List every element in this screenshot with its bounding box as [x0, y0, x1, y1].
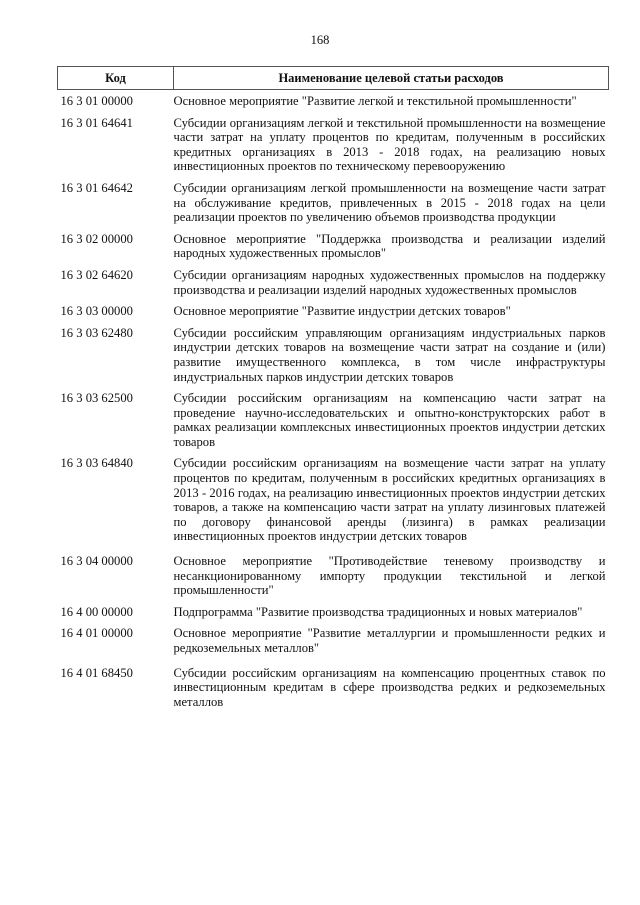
table-row	[58, 177, 609, 228]
table-row	[58, 90, 609, 112]
row-name: Основное мероприятие "Развитие металлургии и промышленности редких и редкоземельных металлов"	[173, 626, 606, 655]
row-code: 16 4 01 68450	[60, 665, 133, 680]
row-code: 16 3 04 00000	[60, 554, 133, 569]
row-code: 16 4 01 00000	[60, 626, 133, 641]
header-code: Код	[58, 67, 174, 90]
row-code: 16 3 01 64641	[60, 115, 133, 130]
row-code: 16 3 03 00000	[60, 304, 133, 319]
header-name: Наименование целевой статьи расходов	[174, 67, 609, 90]
table-row	[58, 322, 609, 387]
row-name: Субсидии российским организациям на компенсацию процентных ставок по инвестиционным кредитам в сфере производства редких и редкоземельных металлов	[173, 665, 606, 709]
table-row	[58, 550, 609, 601]
row-name: Основное мероприятие "Противодействие теневому производству и несанкционированному импорту продукции текстильной и легкой промышленности"	[173, 554, 606, 598]
table-row	[58, 112, 609, 177]
table-row	[58, 387, 609, 452]
table-row	[58, 601, 609, 623]
row-name: Подпрограмма "Развитие производства традиционных и новых материалов"	[173, 604, 583, 619]
page-number: 168	[310, 33, 330, 47]
row-name: Основное мероприятие "Развитие индустрии детских товаров"	[173, 304, 511, 319]
row-code: 16 3 03 62500	[60, 391, 133, 406]
row-name: Субсидии российским управляющим организациям индустриальных парков индустрии детских товаров на возмещение части затрат на создание и (или) развитие имущественного комплекса, в том числе инфраструктуры индустриальных парков индустрии детских товаров	[173, 325, 606, 384]
row-name: Субсидии российским организациям на компенсацию части затрат на проведение научно-исследовательских и опытно-конструкторских работ в рамках реализации комплексных инвестиционных проектов индустрии детских товаров	[173, 391, 606, 449]
row-name: Субсидии организациям народных художественных промыслов на поддержку производства и реализации изделий народных художественных промыслов	[173, 267, 606, 297]
row-name: Субсидии организациям легкой и текстильной промышленности на возмещение части затрат на уплату процентов по кредитам, полученным в российских кредитных организациях в 2013 - 2018 годах, на реализацию новых инвестиционных проектов по техническому перевооружению	[173, 115, 606, 174]
row-code: 16 3 02 00000	[60, 231, 133, 246]
row-name: Субсидии организациям легкой промышленности на возмещение части затрат на обслуживание кредитов, привлеченных в 2015 - 2018 годах на цели реализации проектов по увеличению объемов производства продукции	[173, 180, 606, 225]
budget-items-table	[57, 66, 609, 712]
table-row	[58, 228, 609, 264]
row-name: Основное мероприятие "Развитие легкой и текстильной промышленности"	[173, 94, 577, 108]
row-code: 16 3 01 00000	[60, 94, 133, 108]
table-header-row	[58, 67, 609, 90]
row-code: 16 3 02 64620	[60, 267, 133, 282]
table-row	[58, 264, 609, 300]
table-row	[58, 452, 609, 550]
table-row	[58, 300, 609, 322]
row-name: Субсидии российским организациям на возмещение части затрат на уплату процентов по кредитам, полученным в российских кредитных организациях в 2013 - 2016 годах, на реализацию инвестиционных проектов индустрии детских товаров, а также на компенсацию части затрат на уплату лизинговых платежей по договору финансовой аренды (лизинга) в рамках реализации инвестиционных проектов индустрии детских товаров	[173, 456, 606, 544]
row-code: 16 3 03 62480	[60, 325, 133, 340]
row-name: Основное мероприятие "Поддержка производства и реализации изделий народных художественных промыслов"	[173, 231, 606, 261]
row-code: 16 4 00 00000	[60, 604, 133, 619]
table-row	[58, 662, 609, 713]
row-code: 16 3 03 64840	[60, 456, 133, 471]
table-row	[58, 622, 609, 661]
row-code: 16 3 01 64642	[60, 180, 133, 195]
